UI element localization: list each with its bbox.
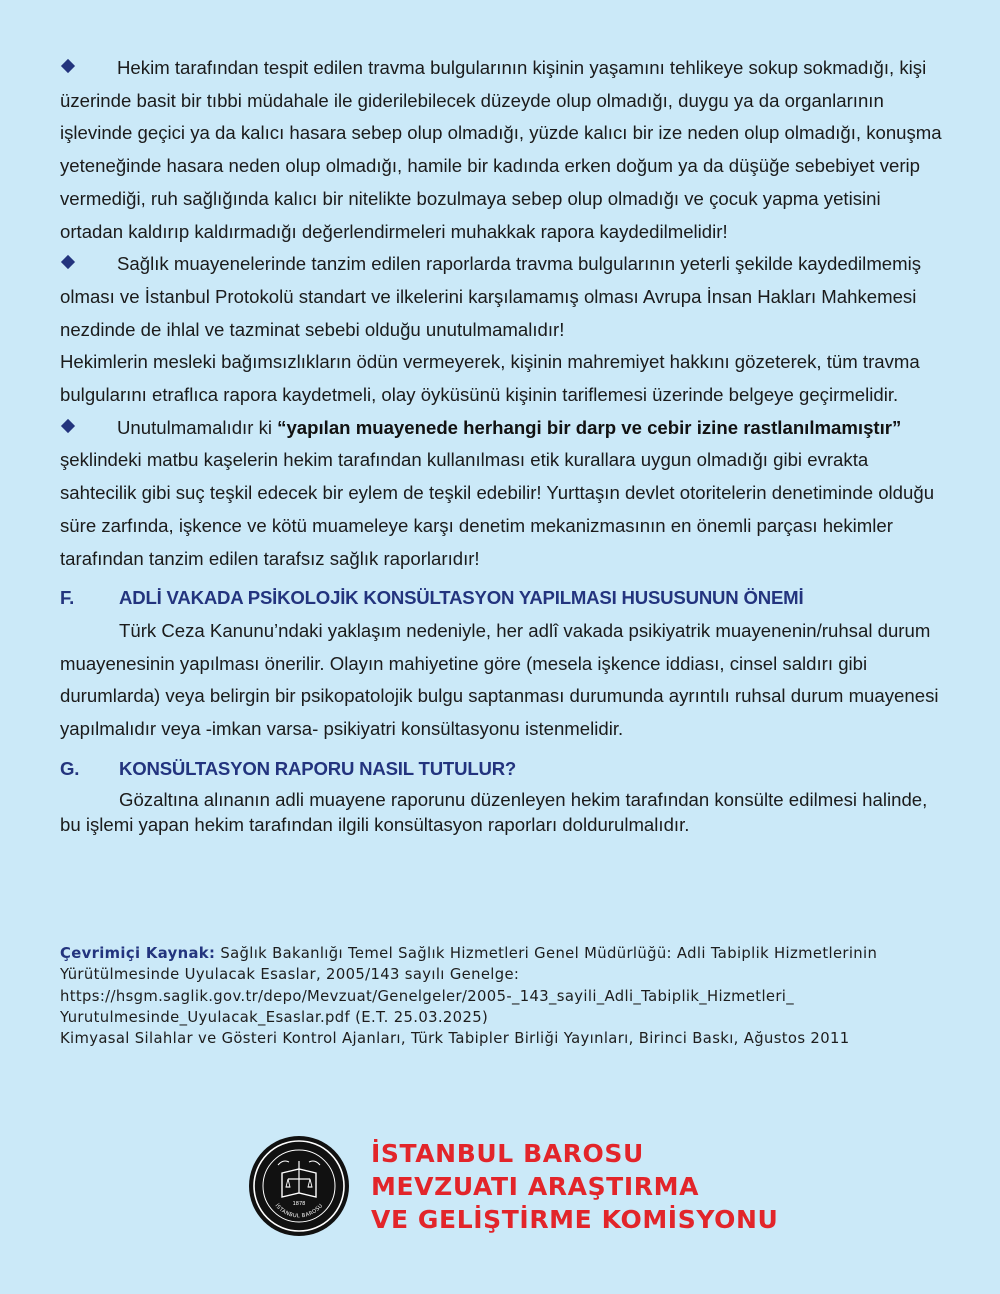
source-1-text: Sağlık Bakanlığı Temel Sağlık Hizmetleri Genel Müdürlüğü: Adli Tabiplik Hizmetlerinin Yürütülmesinde Uyulacak Esaslar, 2005/143 sayılı Genelge: [60,945,878,984]
source-2: Kimyasal Silahlar ve Gösteri Kontrol Ajanları, Türk Tabipler Birliği Yayınları, Birinci Baskı, Ağustos 2011 [60,1030,850,1048]
istanbul-barosu-seal-icon [248,1135,350,1237]
section-g-title: KONSÜLTASYON RAPORU NASIL TUTULUR? [119,757,517,779]
section-f-title: ADLİ VAKADA PSİKOLOJİK KONSÜLTASYON YAPILMASI HUSUSUNUN ÖNEMİ [119,587,804,609]
bullet-3-text: şeklindeki matbu kaşelerin hekim tarafından kullanılması etik kurallara uygun olmadığı gibi evrakta sahtecilik gibi suç teşkil edecek bir eylem de teşkil edebilir! Yurttaşın devlet otoritelerin denetiminde olduğu süre zarfında, işkence ve kötü muameleye karşı denetim mekanizmasının en önemli parçası hekimler tarafından tanzim edilen tarafsız sağlık raporlarıdır! [60,449,935,569]
section-f-body [60,615,944,746]
diamond-bullet-icon [61,59,75,73]
bullet-3-quote: “yapılan muayenede herhangi bir darp ve cebir izine rastlanılmamıştır” [277,416,902,438]
bullet-2-text: Sağlık muayenelerinde tanzim edilen raporlarda travma bulgularının yeterli şekilde kaydedilmemiş olması ve İstanbul Protokolü standart ve ilkelerini karşılamamış olması Avrupa İnsan Hakları Mahkemesi nezdinde de ihlal ve tazminat sebebi olduğu unutulmamalıdır! [60,253,922,340]
section-g-heading [60,753,944,786]
organization-name [371,1137,778,1236]
section-g-body [60,788,944,837]
seal-year: 1878 [292,1201,306,1207]
bullet-1-text: Hekim tarafından tespit edilen travma bulgularının kişinin yaşamını tehlikeye sokup sokmadığı, kişi üzerinde basit bir tıbbi müdahale ile giderilebilecek düzeyde olup olmadığı, duygu ya da organlarının işlevinde geçici ya da kalıcı hasara sebep olup olmadığı, yüzde kalıcı bir ize neden olup olmadığı, konuşma yeteneğinde hasara neden olup olmadığı, hamile bir kadında erken doğum ya da düşüğe sebebiyet verip vermediği, ruh sağlığında kalıcı bir nitelikte bozulmaya sebep olup olmadığı ve çocuk yapma yetisini ortadan kaldırıp kaldırmadığı değerlendirmeleri muhakkak rapora kaydedilmelidir! [60,57,942,242]
bullet-paragraph-1 [60,52,944,248]
diamond-bullet-icon [61,419,75,433]
source-1-url-line-2: Yurutulmesinde_Uyulacak_Esaslar.pdf (E.T. 25.03.2025) [60,1008,489,1026]
source-1 [60,943,960,986]
diamond-bullet-icon [61,255,75,269]
org-line-2: MEVZUATI ARAŞTIRMA [371,1172,700,1201]
section-f-letter: F. [60,587,75,609]
section-g-body-text: Gözaltına alınanın adli muayene raporunu düzenleyen hekim tarafından konsülte edilmesi halinde, bu işlemi yapan hekim tarafından ilgili konsültasyon raporları doldurulmalıdır. [60,789,928,835]
source-1-url-line-1: https://hsgm.saglik.gov.tr/depo/Mevzuat/Genelgeler/2005-_143_sayili_Adli_Tabiplik_Hizmetleri_ [60,987,795,1005]
bullet-paragraph-2 [60,248,944,346]
bullet-paragraph-3 [60,412,944,576]
sources-label: Çevrimiçi Kaynak: [60,945,216,962]
org-line-3: VE GELİŞTİRME KOMİSYONU [371,1205,779,1234]
bullet-2-continuation: Hekimlerin mesleki bağımsızlıkların ödün vermeyerek, kişinin mahremiyet hakkını gözeterek, tüm travma bulgularını etraflıca rapora kaydetmeli, olay öyküsünü kişinin tariflemesi üzerinde belgeye geçirmelidir. [60,351,920,406]
bullet-3-lead: Unutulmamalıdır ki [117,416,272,438]
footer [248,1135,779,1245]
seal-text: İSTANBUL BAROSU [273,1202,325,1220]
sources-block [60,943,960,1049]
section-f-body-text: Türk Ceza Kanunu’ndaki yaklaşım nedeniyle, her adlî vakada psikiyatrik muayenenin/ruhsal durum muayenesinin yapılması önerilir. Olayın mahiyetine göre (mesela işkence iddiası, cinsel saldırı gibi durumlarda) veya belirgin bir psikopatolojik bulgu saptanması durumunda ayrıntılı ruhsal durum muayenesi yapılmalıdır veya -imkan varsa- psikiyatri konsültasyonu istenmelidir. [60,619,939,740]
document-body [60,52,944,837]
section-f-heading [60,582,944,615]
section-g-letter: G. [60,757,80,779]
org-line-1: İSTANBUL BAROSU [371,1139,644,1168]
